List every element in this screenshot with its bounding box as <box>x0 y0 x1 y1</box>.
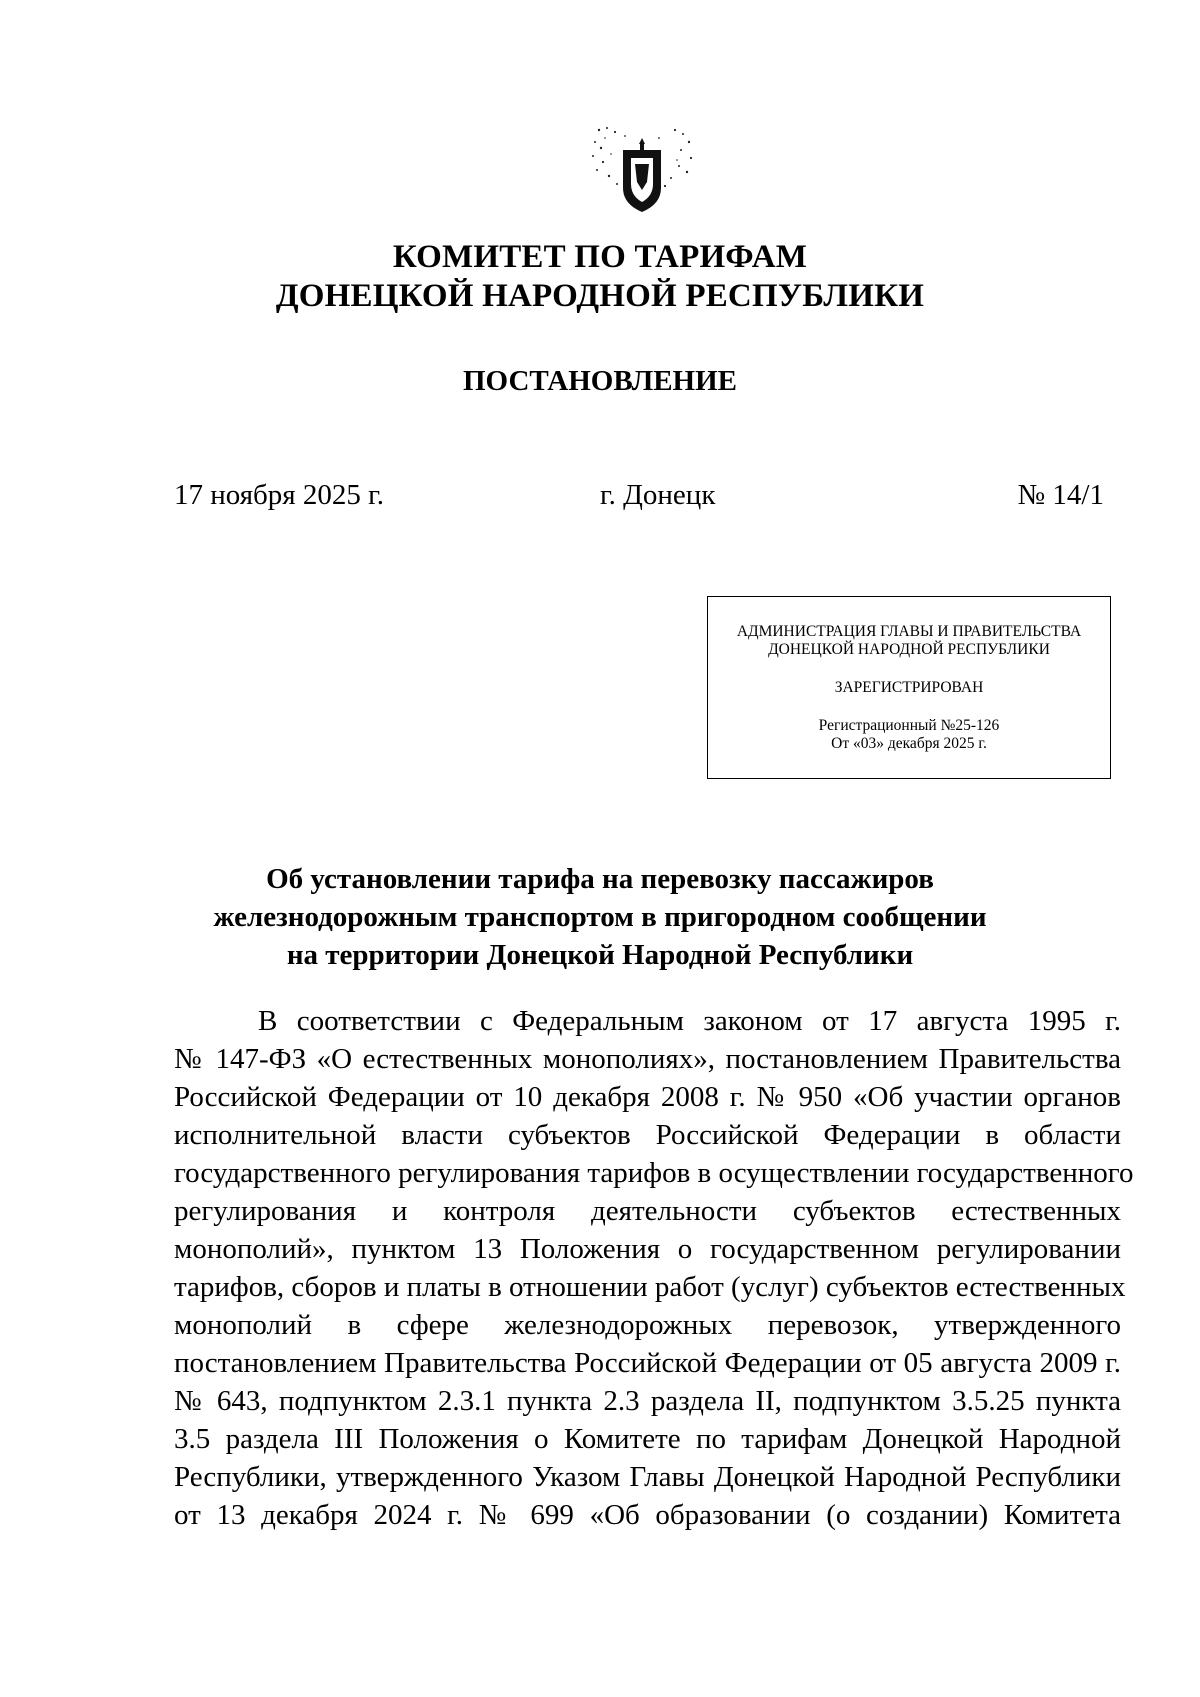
stamp-authority-line1: АДМИНИСТРАЦИЯ ГЛАВЫ И ПРАВИТЕЛЬСТВА <box>736 623 1082 640</box>
body-text-line: монополий в сфере железнодорожных перевозок, утвержденного <box>174 1309 1121 1341</box>
body-text-line: регулирования и контроля деятельности субъектов естественных <box>174 1195 1121 1227</box>
body-text-line: монополий», пунктом 13 Положения о государственном регулировании <box>174 1233 1121 1265</box>
organization-name-line1: КОМИТЕТ ПО ТАРИФАМ <box>392 239 808 275</box>
body-text-line: исполнительной власти субъектов Российской Федерации в области <box>174 1119 1121 1151</box>
stamp-reg-number: Регистрационный №25-126 <box>818 717 1000 734</box>
body-text-line: постановлением Правительства Российской Федерации от 05 августа 2009 г. <box>174 1347 1121 1379</box>
document-title-line3: на территории Донецкой Народной Республики <box>286 939 914 971</box>
document-city: г. Донецк <box>600 479 716 511</box>
coat-of-arms-icon <box>587 124 697 224</box>
body-text-line: Российской Федерации от 10 декабря 2008 г. № 950 «Об участии органов <box>174 1081 1121 1113</box>
document-date: 17 ноября 2025 г. <box>174 479 385 511</box>
registration-stamp <box>707 596 1111 779</box>
document-title-line2: железнодорожным транспортом в пригородном сообщении <box>213 901 987 933</box>
body-text-line: тарифов, сборов и платы в отношении работ (услуг) субъектов естественных <box>174 1271 1126 1303</box>
document-number: № 14/1 <box>1017 479 1104 511</box>
body-text-line: Республики, утвержденного Указом Главы Донецкой Народной Республики <box>174 1461 1121 1493</box>
body-text-line: № 147-ФЗ «О естественных монополиях», постановлением Правительства <box>174 1043 1121 1075</box>
body-text-line: № 643, подпунктом 2.3.1 пункта 2.3 раздела II, подпунктом 3.5.25 пункта <box>174 1385 1121 1417</box>
body-text-line: государственного регулирования тарифов в осуществлении государственного <box>174 1157 1134 1189</box>
organization-name-line2: ДОНЕЦКОЙ НАРОДНОЙ РЕСПУБЛИКИ <box>275 278 925 314</box>
document-type: ПОСТАНОВЛЕНИЕ <box>462 365 737 397</box>
stamp-status: ЗАРЕГИСТРИРОВАН <box>834 679 984 696</box>
body-text-line: 3.5 раздела III Положения о Комитете по тарифам Донецкой Народной <box>174 1423 1121 1455</box>
stamp-authority-line2: ДОНЕЦКОЙ НАРОДНОЙ РЕСПУБЛИКИ <box>768 641 1050 658</box>
body-text-line: от 13 декабря 2024 г. № 699 «Об образовании (о создании) Комитета <box>174 1499 1121 1531</box>
body-text-line: В соответствии с Федеральным законом от 17 августа 1995 г. <box>258 1005 1121 1037</box>
document-title-line1: Об установлении тарифа на перевозку пассажиров <box>266 863 934 895</box>
stamp-reg-date: От «03» декабря 2025 г. <box>831 735 987 752</box>
